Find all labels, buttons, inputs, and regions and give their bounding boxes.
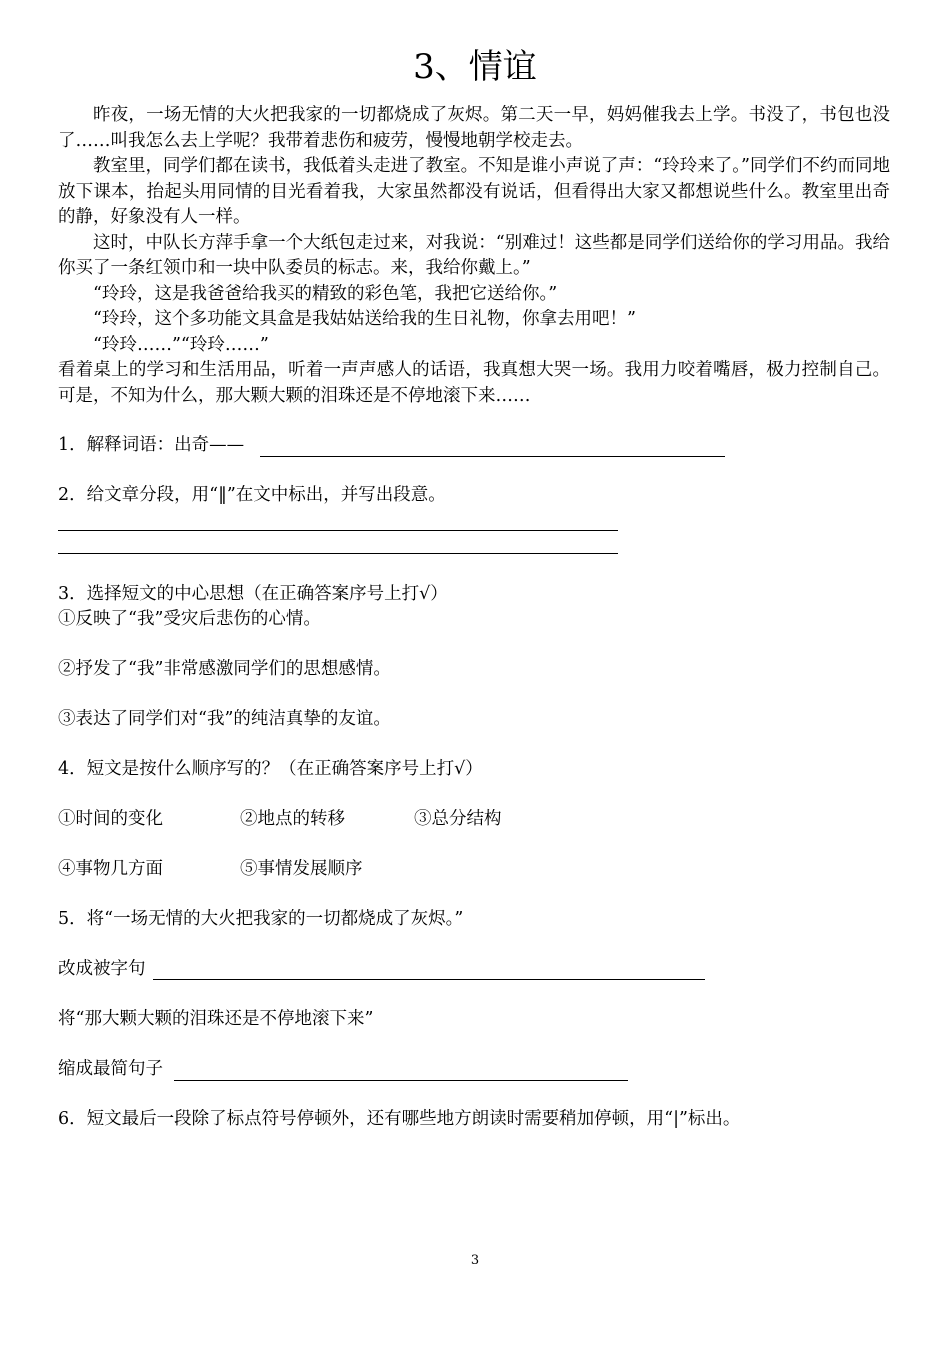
answer-line-q2-1[interactable] [58,530,618,531]
answer-line-q1[interactable] [260,456,725,457]
q3-option-3[interactable]: ③表达了同学们对“我”的纯洁真挚的友谊。 [58,709,391,729]
q5-sentence-prompt: 将“那大颗大颗的泪珠还是不停地滚下来” [58,1009,374,1029]
q3-option-2[interactable]: ②抒发了“我”非常感激同学们的思想感情。 [58,659,391,679]
answer-line-q2-2[interactable] [58,553,618,554]
page-number: 3 [470,1253,480,1268]
answer-line-q5-shorten[interactable] [174,1080,628,1081]
question-6: 6．短文最后一段除了标点符号停顿外，还有哪些地方朗读时需要稍加停顿，用“|”标出。 [58,1109,741,1129]
story-paragraph: 这时，中队长方萍手拿一个大纸包走过来，对我说：“别难过！这些都是同学们送给你的学习用品。我给你买了一条红领巾和一块中队委员的标志。来，我给你戴上。” [58,232,890,278]
story-paragraph: “玲玲，这个多功能文具盒是我姑姑送给我的生日礼物，你拿去用吧！” [93,309,636,329]
question-4: 4．短文是按什么顺序写的？（在正确答案序号上打√） [58,759,483,779]
question-2: 2．给文章分段，用“‖”在文中标出，并写出段意。 [58,485,446,505]
q4-option-3[interactable]: ③总分结构 [414,809,502,829]
story-paragraph: 教室里，同学们都在读书，我低着头走进了教室。不知是谁小声说了声：“玲玲来了。”同学们不约而同地放下课本，抬起头用同情的目光看着我，大家虽然都没有说话，但看得出大家又都想说些什么。教室里出奇的静，好象没有人一样。 [58,156,890,227]
answer-line-q5-passive[interactable] [153,979,705,980]
question-5: 5．将“一场无情的大火把我家的一切都烧成了灰烬。” [58,909,464,929]
page-title: 3、情谊 [413,47,537,87]
q4-option-2[interactable]: ②地点的转移 [240,809,345,829]
question-3: 3．选择短文的中心思想（在正确答案序号上打√） [58,584,448,604]
story-paragraph: “玲玲，这是我爸爸给我买的精致的彩色笔，我把它送给你。” [93,283,558,304]
q4-option-5[interactable]: ⑤事情发展顺序 [240,859,363,879]
question-1: 1．解释词语：出奇—— [58,435,245,455]
story-paragraph: 看着桌上的学习和生活用品，听着一声声感人的话语，我真想大哭一场。我用力咬着嘴唇，极力控制自己。可是，不知为什么，那大颗大颗的泪珠还是不停地滚下来…… [58,360,890,406]
q5-passive-prompt: 改成被字句 [58,959,146,979]
q4-option-4[interactable]: ④事物几方面 [58,859,163,879]
q3-option-1[interactable]: ①反映了“我”受灾后悲伤的心情。 [58,609,321,629]
story-paragraph: 昨夜，一场无情的大火把我家的一切都烧成了灰烬。第二天一早，妈妈催我去上学。书没了，书包也没了……叫我怎么去上学呢？我带着悲伤和疲劳，慢慢地朝学校走去。 [58,105,890,151]
q4-option-1[interactable]: ①时间的变化 [58,809,163,829]
story-text [58,103,890,409]
story-paragraph: “玲玲……”“玲玲……” [93,334,269,355]
q5-shorten-prompt: 缩成最简句子 [58,1059,163,1079]
